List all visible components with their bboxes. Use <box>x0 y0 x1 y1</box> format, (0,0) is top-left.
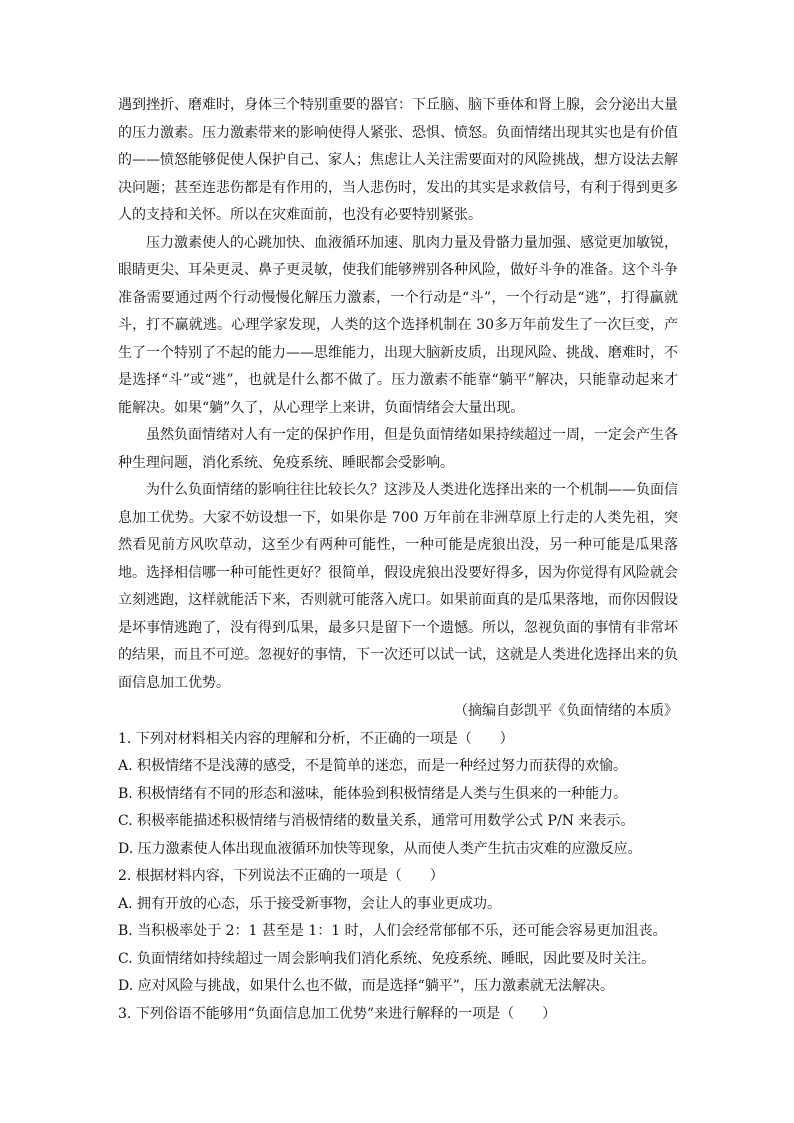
option-a: A. 积极情绪不是浅薄的感受，不是简单的迷恋，而是一种经过努力而获得的欢愉。 <box>118 758 628 774</box>
question-3 <box>118 1001 678 1029</box>
passage-paragraph-4: 为什么负面情绪的影响往往比较长久？这涉及人类进化选择出来的一个机制——负面信息加工优势。大家不妨设想一下，如果你是 700 万年前在非洲草原上行走的人类先祖，突然看见前方风吹草动，这至少有两种可能性，一种可能是虎狼出没，另一种可能是瓜果落地。选择相信哪一种可能性更好？很简单，假设虎狼出没要好得多，因为你觉得有风险就会立刻逃跑，这样就能活下来，否则就可能落入虎口。如果前面真的是瓜果落地，而你因假设是坏事情逃跑了，没有得到瓜果，最多只是留下一个遗憾。所以，忽视负面的事情有非常坏的结果，而且不可逆。忽视好的事情，下一次还可以试一试，这就是人类进化选择出来的负面信息加工优势。 <box>118 482 678 691</box>
option-d: D. 压力激素使人体出现血液循环加快等现象，从而使人类产生抗击灾难的应激反应。 <box>118 840 642 857</box>
passage-paragraph-2: 压力激素使人的心跳加快、血液循环加速、肌肉力量及骨骼力量加强、感觉更加敏锐，眼睛更尖、耳朵更灵、鼻子更灵敏，使我们能够辨别各种风险，做好斗争的准备。这个斗争准备需要通过两个行动慢慢化解压力激素，一个行动是“斗”，一个行动是“逃”，打得赢就斗，打不赢就逃。心理学家发现，人类的这个选择机制在 30多万年前发生了一次巨变，产生了一个特别了不起的能力——思维能力，出现大脑新皮质，出现风险、挑战、磨难时，不是选择“斗”或“逃”，也就是什么都不做了。压力激素不能靠“躺平”解决，只能靠动起来才能解决。如果“躺”久了，从心理学上来讲，负面情绪会大量出现。 <box>118 234 678 416</box>
question-title: 1. 下列对材料相关内容的理解和分析，不正确的一项是（ ） <box>118 730 514 747</box>
option-a: A. 拥有开放的心态，乐于接受新事物，会让人的事业更成功。 <box>118 895 502 912</box>
question-title: 3. 下列俗语不能够用“负面信息加工优势”来进行解释的一项是（ ） <box>118 1005 557 1022</box>
passage-paragraph-3: 虽然负面情绪对人有一定的保护作用，但是负面情绪如果持续超过一周，一定会产生各种生理问题，消化系统、免疫系统、睡眠都会受影响。 <box>118 427 678 471</box>
option-c: C. 积极率能描述积极情绪与消极情绪的数量关系，通常可用数学公式 P/N 来表示。 <box>118 813 635 829</box>
option-b: B. 积极情绪有不同的形态和滋味，能体验到积极情绪是人类与生俱来的一种能力。 <box>118 785 628 802</box>
question-title: 2. 根据材料内容，下列说法不正确的一项是（ ） <box>118 868 444 884</box>
question-1 <box>118 726 678 864</box>
passage-source: （摘编自彭凯平《负面情绪的本质》 <box>454 703 678 719</box>
option-c: C. 负面情绪如持续超过一周会影响我们消化系统、免疫系统、睡眠，因此要及时关注。 <box>118 950 656 967</box>
passage <box>118 92 678 726</box>
option-b: B. 当积极率处于 2：1 甚至是 1：1 时，人们会经常郁郁不乐，还可能会容易更加沮丧。 <box>118 923 667 939</box>
passage-paragraph-1: 遇到挫折、磨难时，身体三个特别重要的器官：下丘脑、脑下垂体和肾上腺，会分泌出大量的压力激素。压力激素带来的影响使得人紧张、恐惧、愤怒。负面情绪出现其实也是有价值的——愤怒能够促使人保护自己、家人；焦虑让人关注需要面对的风险挑战，想方设法去解决问题；甚至连悲伤都是有作用的，当人悲伤时，发出的其实是求救信号，有利于得到更多人的支持和关怀。所以在灾难面前，也没有必要特别紧张。 <box>118 97 678 223</box>
option-d: D. 应对风险与挑战，如果什么也不做，而是选择“躺平”，压力激素就无法解决。 <box>118 978 614 994</box>
question-2 <box>118 863 678 1001</box>
document-page <box>118 92 678 1028</box>
